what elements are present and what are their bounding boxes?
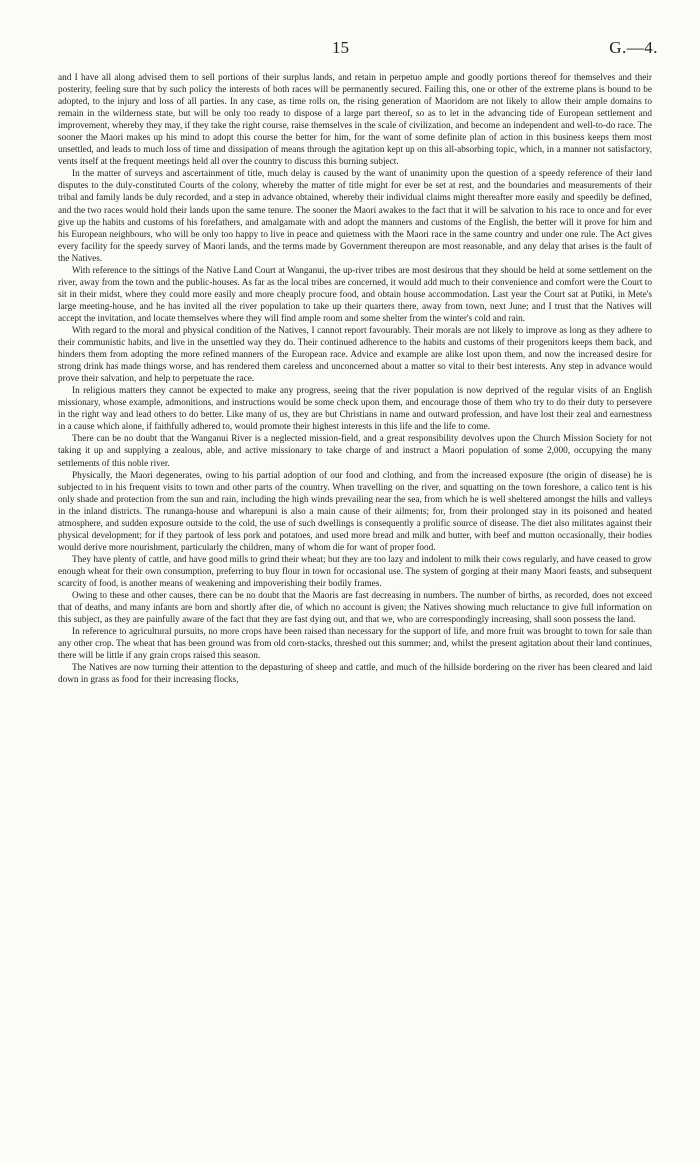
page-number: 15: [332, 38, 349, 57]
paragraph: There can be no doubt that the Wanganui River is a neglected mission-field, and a great responsibility devolves upon the Church Mission Society for not taking it up and supplying a zealous, able, and active missionary to take charge of and instruct a Maori population of some 2,000, occupying the many settlements of this noble river.: [58, 434, 652, 469]
paragraph: With regard to the moral and physical condition of the Natives, I cannot report favourably. Their morals are not likely to improve as long as they adhere to their communistic habits, and live in the unsettled way they do. Their continued adherence to the habits and customs of their progenitors keeps them back, and hinders them from adopting the more refined manners of the European race. Advice and example are alike lost upon them, and now the increased desire for strong drink has made things worse, and has rendered them careless and unconcerned about a matter so vital to their best interests. Any step in advance would prove their salvation, and help to perpetuate the race.: [58, 325, 652, 385]
paragraph: Owing to these and other causes, there can be no doubt that the Maoris are fast decreasing in numbers. The number of births, as recorded, does not exceed that of deaths, and many infants are born and shortly after die, of which no account is given; the Natives showing much reluctance to give full information on this subject, as they are painfully aware of the fact that they are fast dying out, and that we, who are correspondingly increasing, shall soon possess the land.: [58, 591, 652, 626]
paragraph: In the matter of surveys and ascertainment of title, much delay is caused by the want of unanimity upon the question of a speedy reference of their land disputes to the duly-constituted Courts of the colony, whereby the matter of title might for ever be set at rest, and the boundaries and measurements of their tribal and family lands be duly recorded, and a step in advance obtained, whereby their individual claims might thereafter more easily and speedily be defined, and the two races would hold their lands upon the same tenure. The sooner the Maori awakes to the fact that it will be salvation to his race to once and for ever give up the habits and customs of his forefathers, and amalgamate with and adopt the manners and customs of the English, the better will it prove for him and his European neighbours, who will be only too happy to live in peace and quietness with the Maori race in the same country and under one rule. The Act gives every facility for the speedy survey of Maori lands, and the terms made by Government thereupon are most reasonable, and any delay that arises is the fault of the Natives.: [58, 169, 652, 264]
body-text: [58, 72, 652, 686]
paragraph: In reference to agricultural pursuits, no more crops have been raised than necessary for the support of life, and more fruit was brought to town for sale than any other crop. The wheat that has been ground was from old corn-stacks, threshed out this summer; and, whilst the present agitation about their land continues, there will be little if any grain crops raised this season.: [58, 627, 652, 662]
document-reference: G.—4.: [609, 38, 658, 57]
paragraph: In religious matters they cannot be expected to make any progress, seeing that the river population is now deprived of the regular visits of an English missionary, whose example, admonitions, and instructions would be some check upon them, and encourage those of them who try to do their duty to persevere in the right way and lead others to do better. Like many of us, they are but Christians in name and outward profession, and have lost their zeal and earnestness in a cause which alone, if faithfully adhered to, would promote their highest interests in this life and the life to come.: [58, 386, 652, 433]
paragraph: Physically, the Maori degenerates, owing to his partial adoption of our food and clothing, and from the increased exposure (the origin of disease) he is subjected to in his frequent visits to town and other parts of the country. When travelling on the river, and squatting on the town foreshore, a calico tent is his only shade and protection from the sun and rain, including the high winds prevailing near the sea, from which he is well sheltered amongst the hills and valleys in the inland districts. The runanga-house and wharepuni is also a main cause of their ailments; for, from their prolonged stay in its poisoned and heated atmosphere, and sudden exposure outside to the cold, the use of such dwellings is consequently a prolific source of disease. The diet also militates against their physical development; for if they partook of less pork and potatoes, and used more bread and milk and butter, with beef and mutton occasionally, their bodies would derive more nourishment, particularly the children, many of whom die for want of proper food.: [58, 470, 652, 553]
page-header: [0, 38, 700, 60]
paragraph: They have plenty of cattle, and have good mills to grind their wheat; but they are too lazy and indolent to milk their cows regularly, and have ceased to grow enough wheat for their own consumption, preferring to buy flour in town for occasional use. The system of gorging at their many Maori feasts, and subsequent scarcity of food, is another means of weakening and impoverishing their bodily frames.: [58, 554, 652, 589]
paragraph: With reference to the sittings of the Native Land Court at Wanganui, the up-river tribes are most desirous that they should be held at some settlement on the river, away from the town and the public-houses. As far as the local tribes are concerned, it would add much to their convenience and comfort were the Court to sit in their midst, where they could more easily and more cheaply procure food, and obtain house accommodation. Last year the Court sat at Putiki, in Mete's large meeting-house, and he has invited all the river population to take up their quarters there, away from town, next June; and I trust that the Natives will accept the invitation, and locate themselves where they will find ample room and some shelter from the winter's cold and rain.: [58, 265, 652, 324]
paragraph: The Natives are now turning their attention to the depasturing of sheep and cattle, and much of the hillside bordering on the river has been cleared and laid down in grass as food for their increasing flocks,: [58, 663, 652, 686]
paragraph: and I have all along advised them to sell portions of their surplus lands, and retain in perpetuo ample and goodly portions thereof for themselves and their posterity, feeling sure that by such policy the interests of both races will be permanently secured. Failing this, one or other of the extreme plans is bound to be adopted, to the injury and loss of all parties. In any case, as time rolls on, the rising generation of Maoridom are not likely to allow their ample domains to remain in the wilderness state, but will be only too ready to dispose of a large part thereof, so as to let in the advancing tide of European settlement and improvement, whereby they may, if they take the right course, raise themselves in the scale of civilization, and become an independent and well-to-do race. The sooner the Maori makes up his mind to adopt this course the better for him, for the want of some definite plan of action in this business keeps them most unsettled, and leads to much loss of time and dissipation of means through the agitation kept up on this all-absorbing topic, which, in a manner not satisfactory, vents itself at the frequent meetings held all over the country to discuss this burning subject.: [58, 73, 652, 168]
